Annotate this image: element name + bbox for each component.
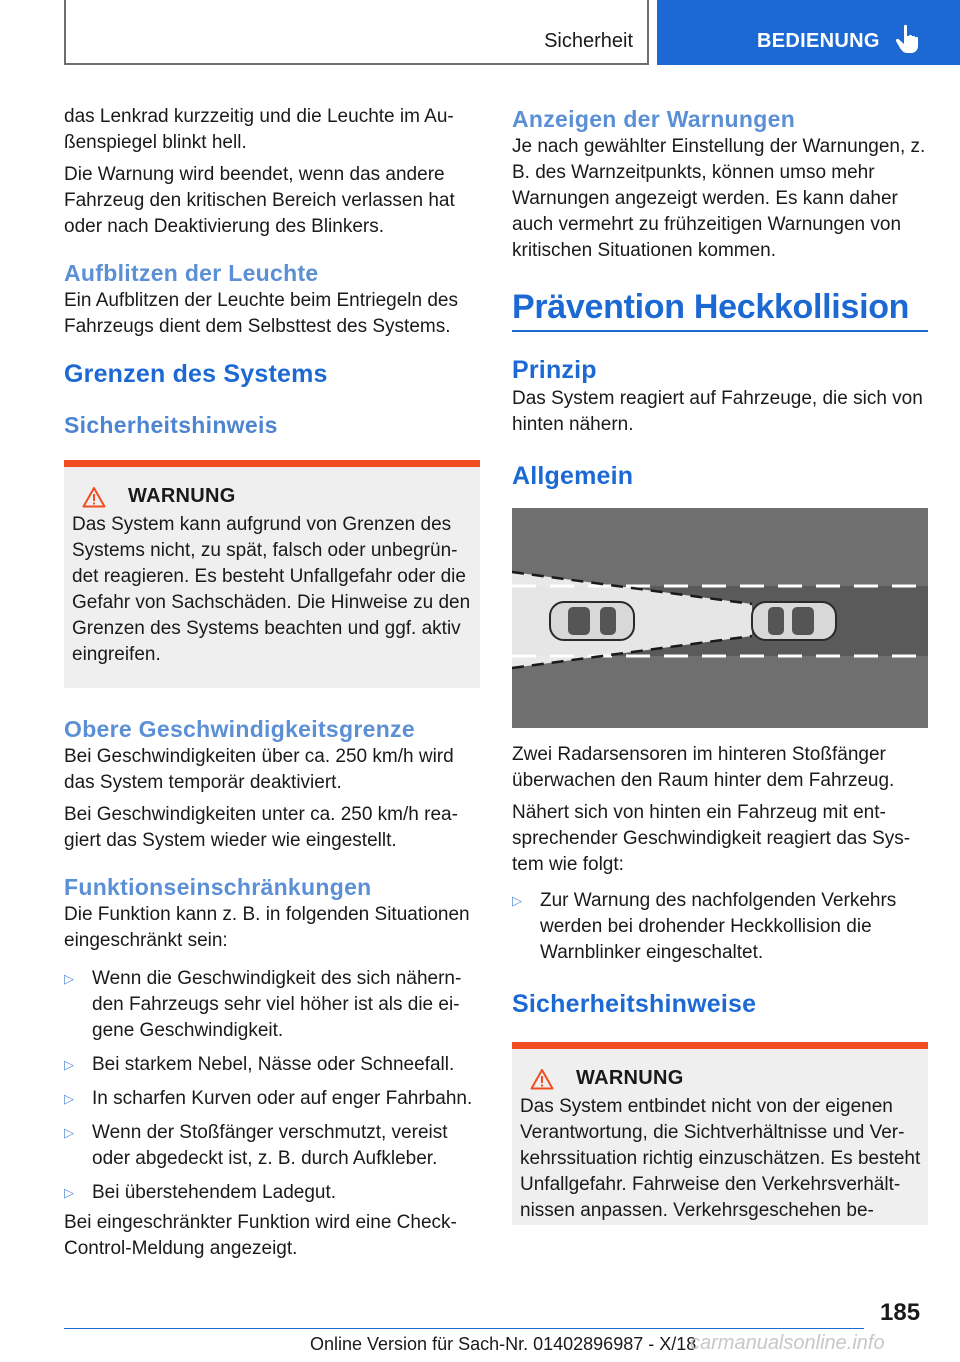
warning-title: WARNUNG [128,485,236,507]
paragraph: Bei Geschwindigkeiten über ca. 250 km/h wird das System temporär deaktiviert. [64,746,454,793]
bullet-list [64,966,480,1206]
paragraph: Nähert sich von hinten ein Fahrzeug mit ent-sprechender Geschwindigkeit reagiert das Sys-tem wie folgt: [512,802,911,875]
list-item-text: Bei überstehendem Ladegut. [92,1182,337,1203]
warning-triangle-icon [530,1068,554,1090]
car-front [752,602,836,640]
list-item [64,966,480,1044]
watermark: carmanualsonline.info [690,1332,885,1354]
list-item [64,1180,480,1206]
paragraph: Ein Aufblitzen der Leuchte beim Entriegeln des Fahrzeugs dient dem Selbsttest des Systems. [64,290,458,337]
heading-geschwindigkeitsgrenze: Obere Geschwindigkeitsgrenze [64,716,415,742]
warning-text: Das System kann aufgrund von Grenzen des Systems nicht, zu spät, falsch oder unbegrün-det reagieren. Es besteht Unfallgefahr oder die Gefahr von Sachschäden. Die Hinweise zu den Grenzen des Systems beachten und ggf. aktiv eingreifen. [72,514,471,665]
list-item-text: Wenn die Geschwindigkeit des sich nähern-den Fahrzeugs sehr viel höher ist als die ei-gene Geschwindigkeit. [92,968,462,1041]
warning-box [64,460,480,688]
heading-praevention-heckkollision: Prävention Heckkollision [512,286,928,332]
warning-text: Das System entbindet nicht von der eigenen Verantwortung, die Sichtverhältnisse und Ver-kehrssituation richtig einzuschätzen. Es besteht Unfallgefahr. Fahrweise den Verkehrsverhält-nissen anpassen. Verkehrsgeschehen be- [520,1096,921,1221]
header-section-tab [64,0,649,65]
warning-header [82,485,474,508]
footer-text: Online Version für Sach-Nr. 01402896987 - X/18 [310,1334,697,1354]
warning-title: WARNUNG [576,1067,684,1089]
list-item-text: Zur Warnung des nachfolgenden Verkehrs werden bei drohender Heckkollision die Warnblinker eingeschaltet. [540,890,897,963]
heading-funktionseinschraenkungen: Funktionseinschränkungen [64,874,372,900]
left-column [64,104,480,1268]
car-rear [550,602,634,640]
header-section-label: Sicherheit [544,30,633,52]
paragraph: Die Warnung wird beendet, wenn das andere Fahrzeug den kritischen Bereich verlassen hat oder nach Deaktivierung des Blinkers. [64,164,455,237]
list-item-text: Wenn der Stoßfänger verschmutzt, vereist oder abgedeckt ist, z. B. durch Aufkleber. [92,1122,448,1169]
heading-sicherheitshinweise: Sicherheitshinweise [512,990,757,1018]
heading-allgemein: Allgemein [512,462,634,490]
heading-aufblitzen: Aufblitzen der Leuchte [64,260,319,286]
bullet-triangle-icon: ▷ [64,1125,74,1140]
radar-diagram [512,508,928,728]
header-chapter-label: BEDIENUNG [757,30,880,52]
bullet-triangle-icon: ▷ [64,1185,74,1200]
warning-header [530,1067,922,1090]
heading-anzeigen: Anzeigen der Warnungen [512,106,796,132]
paragraph: das Lenkrad kurzzeitig und die Leuchte im Au-ßenspiegel blinkt hell. [64,106,454,153]
hand-pointer-icon [895,24,921,54]
bullet-triangle-icon: ▷ [64,1091,74,1106]
warning-triangle-icon [82,486,106,508]
bullet-triangle-icon: ▷ [64,971,74,986]
heading-sicherheitshinweis: Sicherheitshinweis [64,412,278,438]
heading-prinzip: Prinzip [512,356,597,384]
paragraph: Die Funktion kann z. B. in folgenden Situationen eingeschränkt sein: [64,904,470,951]
footer-divider [64,1328,864,1329]
page-number: 185 [880,1299,921,1326]
radar-illustration [512,508,928,728]
list-item [64,1052,480,1078]
list-item [64,1120,480,1172]
header-chapter-tab [657,0,960,65]
bullet-triangle-icon: ▷ [512,893,522,908]
paragraph: Bei Geschwindigkeiten unter ca. 250 km/h rea-giert das System wieder wie eingestellt. [64,804,458,851]
list-item-text: Bei starkem Nebel, Nässe oder Schneefall. [92,1054,455,1075]
paragraph: Je nach gewählter Einstellung der Warnungen, z. B. des Warnzeitpunkts, können umso mehr Warnungen angezeigt werden. Es kann daher auch vermehrt zu frühzeitigen Warnungen von kritischen Situationen kommen. [512,136,926,261]
bullet-triangle-icon: ▷ [64,1057,74,1072]
warning-box [512,1042,928,1225]
list-item [512,888,928,966]
heading-grenzen: Grenzen des Systems [64,360,328,388]
list-item [64,1086,480,1112]
paragraph: Zwei Radarsensoren im hinteren Stoßfänger überwachen den Raum hinter dem Fahrzeug. [512,744,895,791]
paragraph: Bei eingeschränkter Funktion wird eine Check-Control-Meldung angezeigt. [64,1212,457,1259]
list-item-text: In scharfen Kurven oder auf enger Fahrbahn. [92,1088,473,1109]
paragraph: Das System reagiert auf Fahrzeuge, die sich von hinten nähern. [512,388,923,435]
right-column [512,104,928,1225]
